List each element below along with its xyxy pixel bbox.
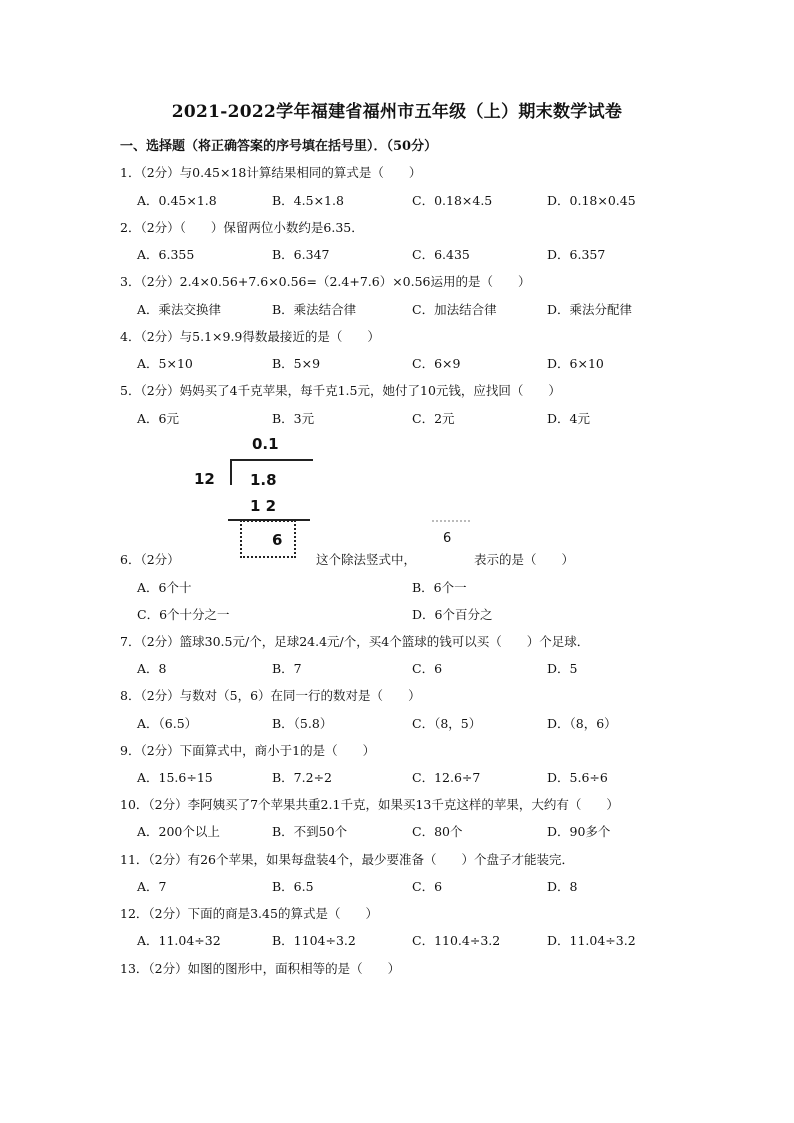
question-6-end: 表示的是（ ）	[474, 552, 575, 567]
q11-option-d: D．8	[547, 879, 578, 894]
q11-option-c: C．6	[412, 879, 443, 894]
question-2: 2．（2分）（ ）保留两位小数约是6.35．	[120, 220, 364, 235]
division-top-line	[230, 459, 313, 461]
q2-option-d: D．6.357	[547, 247, 606, 262]
q4-option-d: D．6×10	[547, 356, 604, 371]
q1-option-c: C．0.18×4.5	[412, 193, 493, 208]
question-11: 11．（2分）有26个苹果，如果每盘装4个，最少要准备（ ）个盘子才能装完．	[120, 852, 574, 867]
q4-option-b: B．5×9	[272, 356, 321, 371]
question-4: 4．（2分）与5.1×9.9得数最接近的是（ ）	[120, 329, 380, 344]
long-division-figure	[190, 430, 320, 565]
q9-option-d: D．5.6÷6	[547, 770, 608, 785]
q10-option-b: B．不到50个	[272, 824, 348, 839]
q5-option-d: D．4元	[547, 411, 590, 426]
division-quotient: 0.1	[252, 435, 279, 453]
q9-option-c: C．12.6÷7	[412, 770, 481, 785]
q6-option-c: C．6个十分之一	[137, 607, 230, 622]
q2-option-a: A．6.355	[137, 247, 195, 262]
question-8: 8．（2分）与数对（5，6）在同一行的数对是（ ）	[120, 688, 421, 703]
question-10: 10．（2分）李阿姨买了7个苹果共重2.1千克，如果买13千克这样的苹果，大约有（ ）	[120, 797, 619, 812]
q7-option-d: D．5	[547, 661, 578, 676]
q5-option-c: C．2元	[412, 411, 455, 426]
q7-option-a: A．8	[137, 661, 167, 676]
q4-option-a: A．5×10	[137, 356, 193, 371]
q12-option-a: A．11.04÷32	[137, 933, 221, 948]
q10-option-c: C．80个	[412, 824, 463, 839]
q3-option-b: B．乘法结合律	[272, 302, 357, 317]
q6-option-b: B．6个一	[412, 580, 467, 595]
q3-option-a: A．乘法交换律	[137, 302, 222, 317]
q12-option-d: D．11.04÷3.2	[547, 933, 636, 948]
section-heading: 一、选择题（将正确答案的序号填在括号里）．（50分）	[120, 139, 438, 154]
q1-option-a: A．0.45×1.8	[137, 193, 217, 208]
question-13: 13．（2分）如图的图形中，面积相等的是（ ）	[120, 961, 401, 976]
division-remainder: 6	[272, 531, 283, 549]
division-bracket	[230, 459, 232, 485]
question-3: 3．（2分）2.4×0.56+7.6×0.56=（2.4+7.6）×0.56运用的是（ ）	[120, 274, 531, 289]
q12-option-b: B．1104÷3.2	[272, 933, 356, 948]
q10-option-d: D．90多个	[547, 824, 611, 839]
q6-option-a: A．6个十	[137, 580, 192, 595]
q8-option-a: A．（6.5）	[137, 716, 198, 731]
q11-option-a: A．7	[137, 879, 167, 894]
question-12: 12．（2分）下面的商是3.45的算式是（ ）	[120, 906, 378, 921]
q2-option-c: C．6.435	[412, 247, 470, 262]
inline-remainder-digit: 6	[443, 531, 452, 546]
q4-option-c: C．6×9	[412, 356, 461, 371]
q5-option-b: B．3元	[272, 411, 315, 426]
q2-option-b: B．6.347	[272, 247, 330, 262]
division-dividend: 1.8	[250, 471, 277, 489]
q8-option-c: C．（8，5）	[412, 716, 482, 731]
q3-option-d: D．乘法分配律	[547, 302, 633, 317]
division-product: 1 2	[250, 497, 277, 515]
page-title: 2021-2022学年福建省福州市五年级（上）期末数学试卷	[171, 102, 623, 122]
q6-option-d: D．6个百分之	[412, 607, 493, 622]
question-6-middle: 这个除法竖式中，	[316, 552, 417, 567]
remainder-box	[240, 520, 296, 558]
q3-option-c: C．加法结合律	[412, 302, 497, 317]
question-6-prefix: 6．（2分）	[120, 552, 180, 567]
q8-option-d: D．（8，6）	[547, 716, 617, 731]
q9-option-a: A．15.6÷15	[137, 770, 213, 785]
question-5: 5．（2分）妈妈买了4千克苹果，每千克1.5元，她付了10元钱，应找回（ ）	[120, 383, 561, 398]
q12-option-c: C．110.4÷3.2	[412, 933, 501, 948]
q1-option-d: D．0.18×0.45	[547, 193, 636, 208]
question-9: 9．（2分）下面算式中，商小于1的是（ ）	[120, 743, 376, 758]
q1-option-b: B．4.5×1.8	[272, 193, 344, 208]
inline-remainder-box	[432, 520, 470, 554]
q7-option-b: B．7	[272, 661, 302, 676]
q11-option-b: B．6.5	[272, 879, 314, 894]
q5-option-a: A．6元	[137, 411, 179, 426]
division-divisor: 12	[194, 470, 215, 488]
q7-option-c: C．6	[412, 661, 443, 676]
question-1: 1．（2分）与0.45×18计算结果相同的算式是（ ）	[120, 165, 422, 180]
q9-option-b: B．7.2÷2	[272, 770, 332, 785]
q10-option-a: A．200个以上	[137, 824, 220, 839]
question-7: 7．（2分）篮球30.5元/个，足球24.4元/个，买4个篮球的钱可以买（ ）个足球．	[120, 634, 590, 649]
q8-option-b: B．（5.8）	[272, 716, 333, 731]
